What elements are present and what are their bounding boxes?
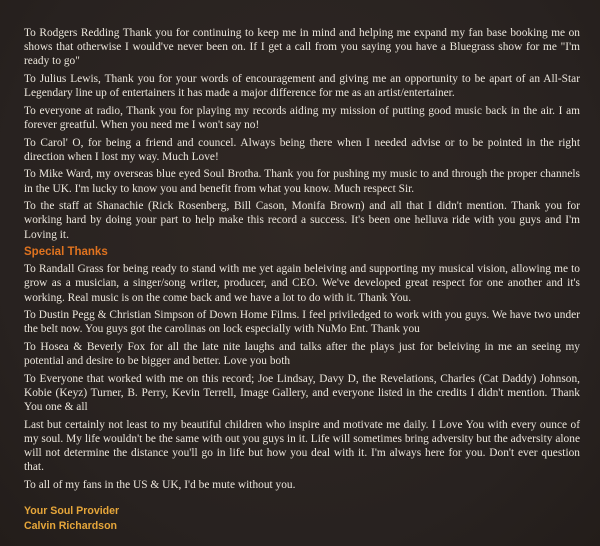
thanks-paragraph: To the staff at Shanachie (Rick Rosenberg, Bill Cason, Monifa Brown) and all that I didn't mention. Thank you for working hard by doing your part to help make this record a success. It's been one helluva ride with you guys and I'm Loving it. — [24, 200, 580, 241]
thanks-paragraph: To Julius Lewis, Thank you for your words of encouragement and giving me an opportunity to be apart of an All-Star Legendary line up of entertainers it has made a major difference for me as an artist/entertainer. — [24, 73, 580, 100]
thanks-paragraph: To Mike Ward, my overseas blue eyed Soul Brotha. Thank you for pushing my music to and through the proper channels in the UK. I'm lucky to know you and benefit from what you know. Much respect Sir. — [24, 168, 580, 195]
thanks-paragraph: To Everyone that worked with me on this record; Joe Lindsay, Davy D, the Revelations, Charles (Cat Daddy) Johnson, Kobie (Keyz) Turner, B. Perry, Kevin Terrell, Image Gallery, and everyone listed in the credits I didn't mention. Thank You one & all — [24, 372, 580, 414]
signature-line-1: Your Soul Provider — [24, 504, 120, 517]
thanks-paragraph: To Randall Grass for being ready to stand with me yet again beleiving and supporting my musical vision, allowing me to grow as a musician, a singer/song writer, producer, and CEO. We've developed great respect for one another and it's working. Real music is on the come back and we have a lot to do with it. Thank You. — [24, 263, 580, 304]
special-thanks-section — [24, 262, 580, 492]
thanks-paragraph: To Rodgers Redding Thank you for continuing to keep me in mind and helping me expand my fan base booking me on shows that otherwise I would've never been on. If I get a call from you saying you have a Bluegrass show for me "I'm ready to go" — [24, 27, 580, 68]
special-thanks-heading: Special Thanks — [24, 246, 108, 259]
spacer — [24, 496, 580, 504]
thanks-section — [24, 26, 580, 242]
thanks-paragraph: To Hosea & Beverly Fox for all the late nite laughs and talks after the plays just for beleiving in me an seeing my potential and desire to be bigger and better. Love you both — [24, 340, 580, 368]
thanks-paragraph: To everyone at radio, Thank you for playing my records aiding my mission of putting good music back in the air. I am forever greatful. When you need me I won't say no! — [24, 104, 580, 131]
thanks-paragraph: To Carol' O, for being a friend and councel. Always being there when I needed advise or to be pointed in the right direction when I lost my way. Much Love! — [24, 136, 580, 163]
signature-block — [24, 504, 580, 535]
thanks-paragraph: To all of my fans in the US & UK, I'd be mute without you. — [24, 478, 296, 491]
thanks-paragraph: To Dustin Pegg & Christian Simpson of Down Home Films. I feel priviledged to work with you guys. We have two under the belt now. You guys got the carolinas on lock especially with NuMo Ent. Thank you — [24, 309, 580, 336]
signature-name: Calvin Richardson — [24, 520, 118, 533]
thanks-paragraph: Last but certainly not least to my beautiful children who inspire and motivate me daily. I Love You with every ounce of my soul. My life wouldn't be the same with out you guys in it. Life will sometimes bring adversity but the adversity alone will not determine the distance you'll go in life but how you deal with it. I'm always here for you. Don't ever question that. — [24, 418, 580, 474]
